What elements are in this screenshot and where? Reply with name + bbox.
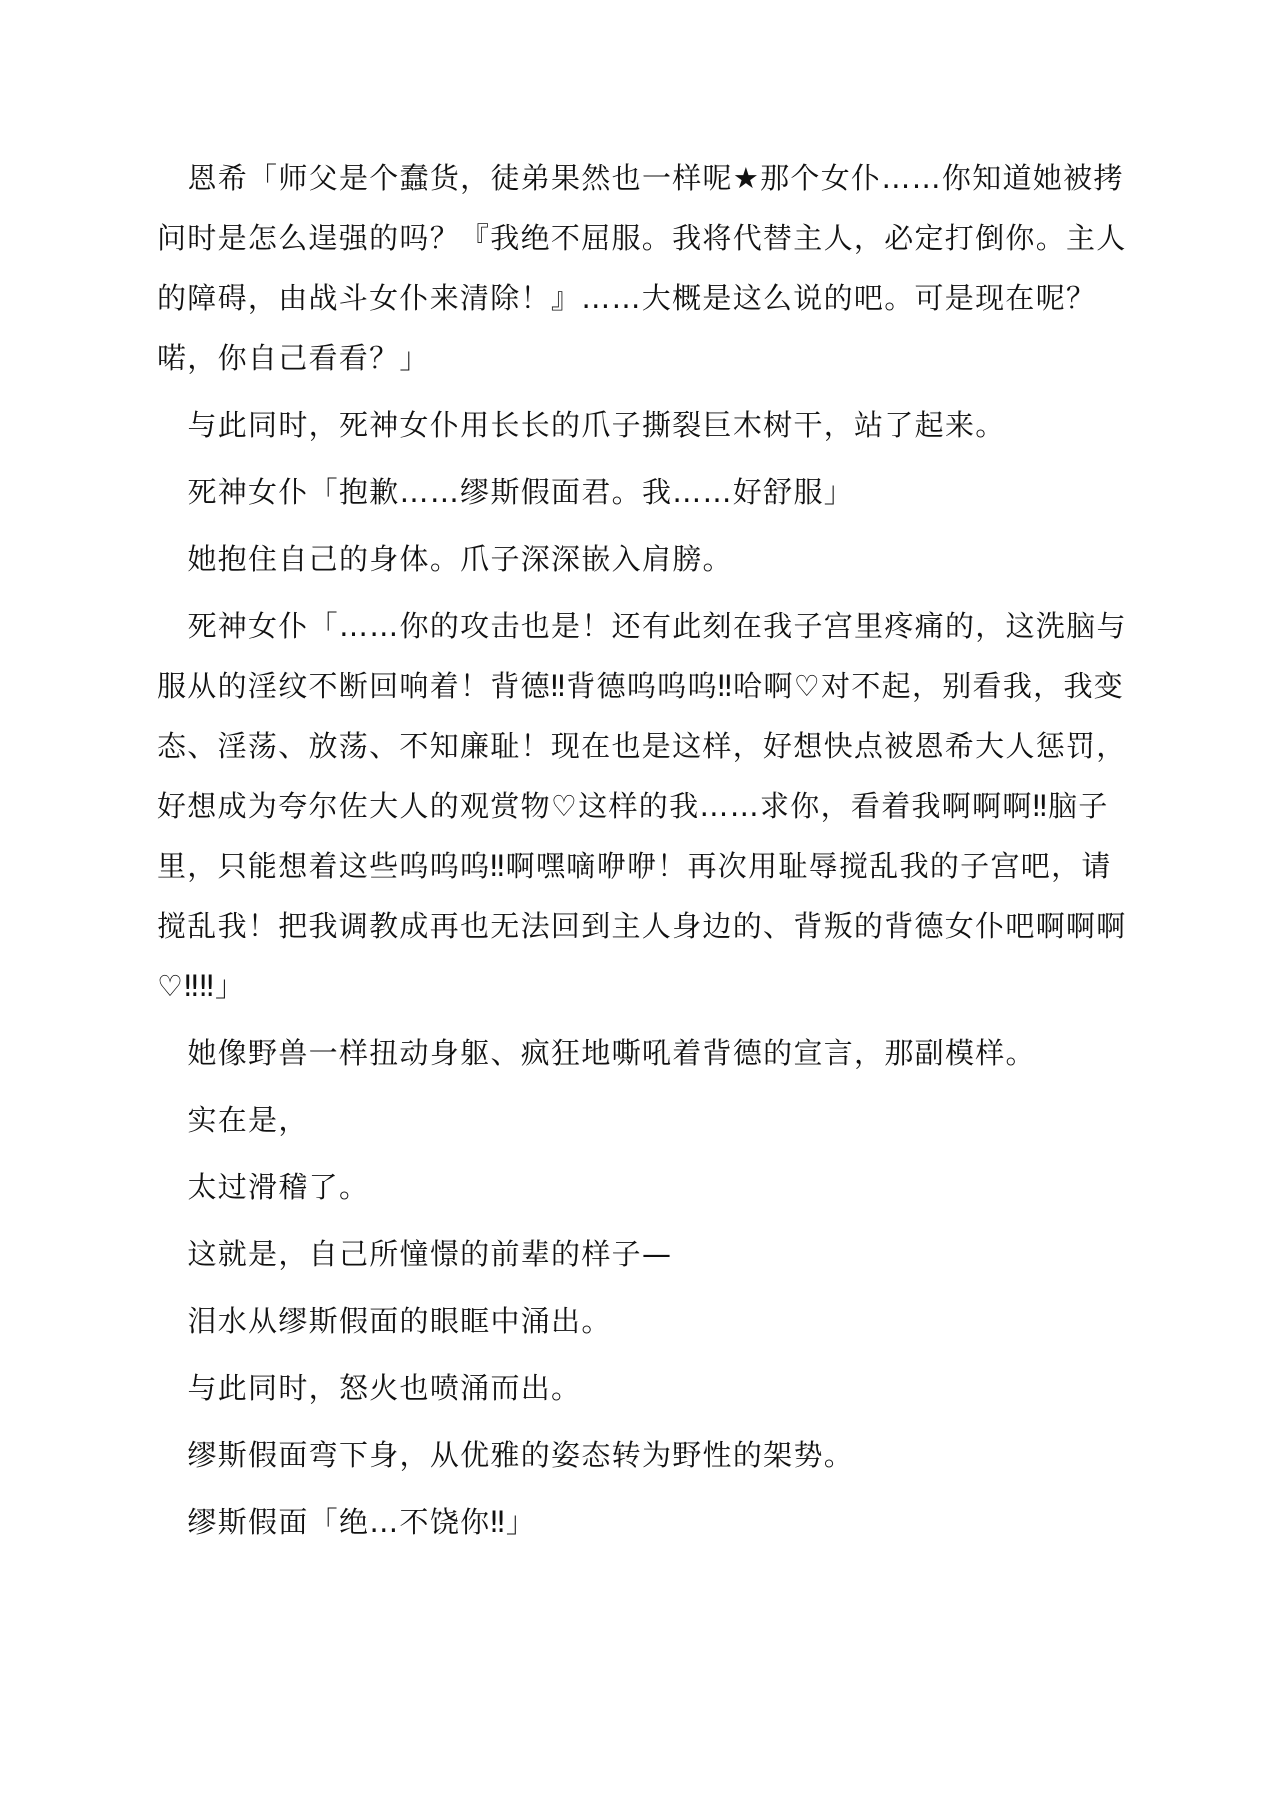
paragraph: 恩希「师父是个蠢货，徒弟果然也一样呢★那个女仆……你知道她被拷问时是怎么逞强的吗？『我绝不屈服。我将代替主人，必定打倒你。主人的障碍，由战斗女仆来清除！』……大概是这么说的吧。可是现在呢？喏，你自己看看？」 (157, 161, 1127, 375)
paragraph: 与此同时，死神女仆用长长的爪子撕裂巨木树干，站了起来。 (187, 408, 1006, 442)
paragraph: 她像野兽一样扭动身躯、疯狂地嘶吼着背德的宣言，那副模样。 (187, 1036, 1036, 1070)
paragraph: 她抱住自己的身体。爪子深深嵌入肩膀。 (187, 542, 733, 576)
paragraph: 死神女仆「……你的攻击也是！还有此刻在我子宫里疼痛的，这洗脑与服从的淫纹不断回响着！背德‼背德呜呜呜‼哈啊♡对不起，别看我，我变态、淫荡、放荡、不知廉耻！现在也是这样，好想快点被恩希大人惩罚，好想成为夸尔佐大人的观赏物♡这样的我……求你，看着我啊啊啊‼脑子里，只能想着这些呜呜呜‼啊嘿嘀咿咿！再次用耻辱搅乱我的子宫吧，请搅乱我！把我调教成再也无法回到主人身边的、背叛的背德女仆吧啊啊啊♡‼‼」 (157, 609, 1127, 1003)
paragraph: 缪斯假面弯下身，从优雅的姿态转为野性的架势。 (187, 1438, 855, 1472)
paragraph: 与此同时，怒火也喷涌而出。 (187, 1371, 582, 1405)
document-body (157, 148, 1133, 1559)
paragraph: 实在是， (187, 1103, 309, 1137)
paragraph: 泪水从缪斯假面的眼眶中涌出。 (187, 1304, 612, 1338)
paragraph: 死神女仆「抱歉……缪斯假面君。我……好舒服」 (187, 475, 855, 509)
paragraph: 这就是，自己所憧憬的前辈的样子— (187, 1237, 673, 1271)
paragraph: 缪斯假面「绝…不饶你‼」 (187, 1505, 537, 1539)
paragraph: 太过滑稽了。 (187, 1170, 370, 1204)
